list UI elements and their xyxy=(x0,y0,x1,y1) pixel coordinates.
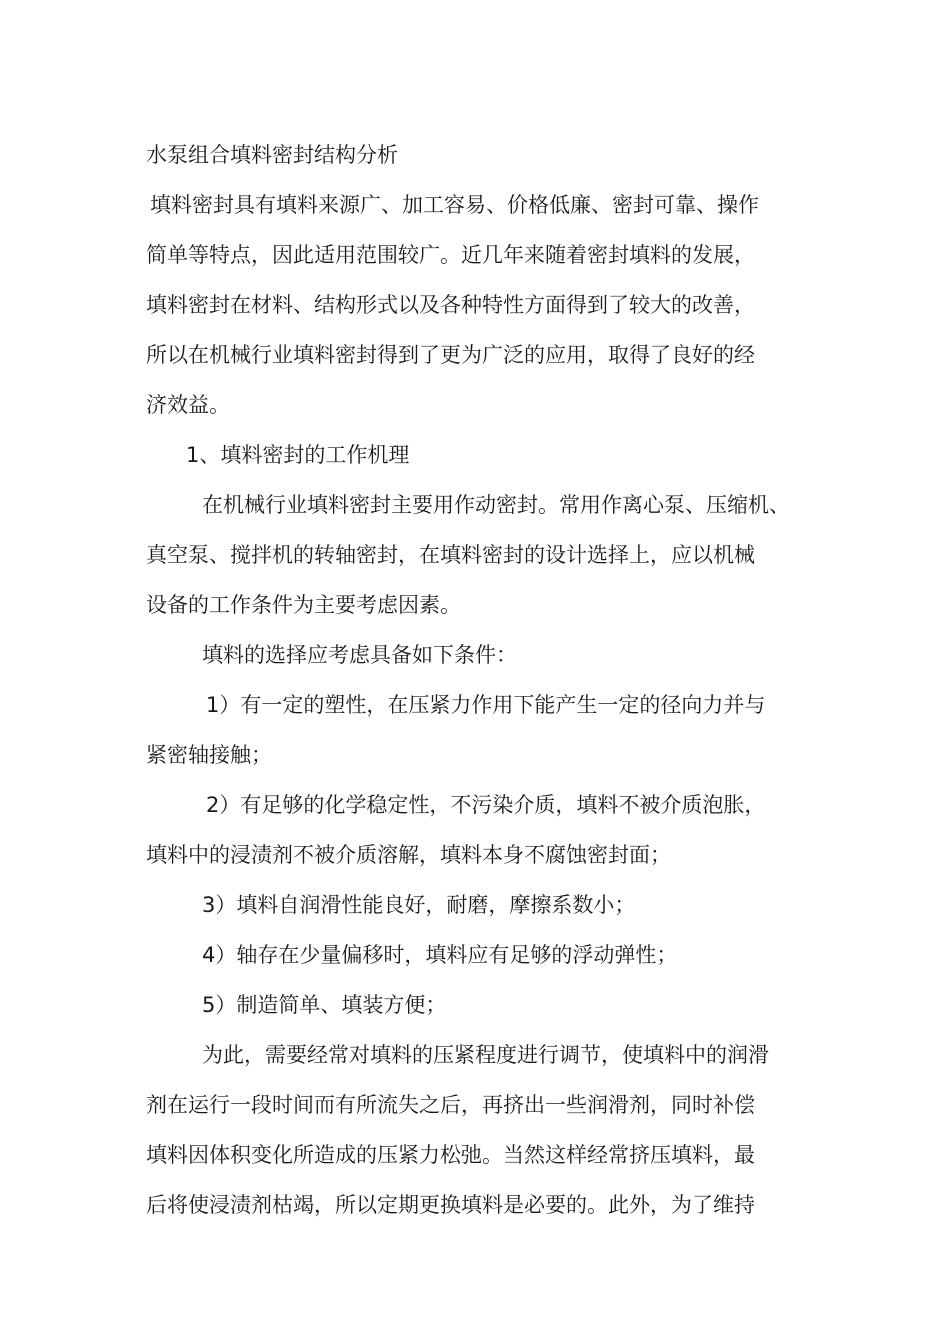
list-item-line: 3）填料自润滑性能良好，耐磨，摩擦系数小； xyxy=(202,893,636,917)
paragraph-line: 填料的选择应考虑具备如下条件： xyxy=(202,643,517,667)
paragraph-line: 填料密封具有填料来源广、加工容易、价格低廉、密封可靠、操作 xyxy=(150,193,759,217)
list-item-line: 1）有一定的塑性，在压紧力作用下能产生一定的径向力并与 xyxy=(206,693,766,717)
paragraph-line: 填料因体积变化所造成的压紧力松弛。当然这样经常挤压填料，最 xyxy=(146,1143,755,1167)
list-item-line: 填料中的浸渍剂不被介质溶解，填料本身不腐蚀密封面； xyxy=(146,843,671,867)
paragraph-line: 在机械行业填料密封主要用作动密封。常用作离心泵、压缩机、 xyxy=(202,493,790,517)
paragraph-line: 济效益。 xyxy=(146,393,230,417)
paragraph-line: 简单等特点，因此适用范围较广。近几年来随着密封填料的发展， xyxy=(146,243,755,267)
list-item-line: 2）有足够的化学稳定性，不污染介质，填料不被介质泡胀， xyxy=(206,793,766,817)
list-item-line: 5）制造简单、填装方便； xyxy=(202,993,447,1017)
paragraph-line: 为此，需要经常对填料的压紧程度进行调节，使填料中的润滑 xyxy=(202,1043,769,1067)
document-title: 水泵组合填料密封结构分析 xyxy=(146,143,398,167)
section-heading: 1、填料密封的工作机理 xyxy=(186,443,410,467)
paragraph-line: 后将使浸渍剂枯竭，所以定期更换填料是必要的。此外，为了维持 xyxy=(146,1193,755,1217)
document-body xyxy=(146,130,826,1230)
paragraph-line: 剂在运行一段时间而有所流失之后，再挤出一些润滑剂，同时补偿 xyxy=(146,1093,755,1117)
list-item-line: 4）轴存在少量偏移时，填料应有足够的浮动弹性； xyxy=(202,943,678,967)
paragraph-line: 填料密封在材料、结构形式以及各种特性方面得到了较大的改善， xyxy=(146,293,755,317)
paragraph-line: 设备的工作条件为主要考虑因素。 xyxy=(146,593,461,617)
paragraph-line: 真空泵、搅拌机的转轴密封，在填料密封的设计选择上，应以机械 xyxy=(146,543,755,567)
paragraph-line: 所以在机械行业填料密封得到了更为广泛的应用，取得了良好的经 xyxy=(146,343,755,367)
list-item-line: 紧密轴接触； xyxy=(146,743,272,767)
